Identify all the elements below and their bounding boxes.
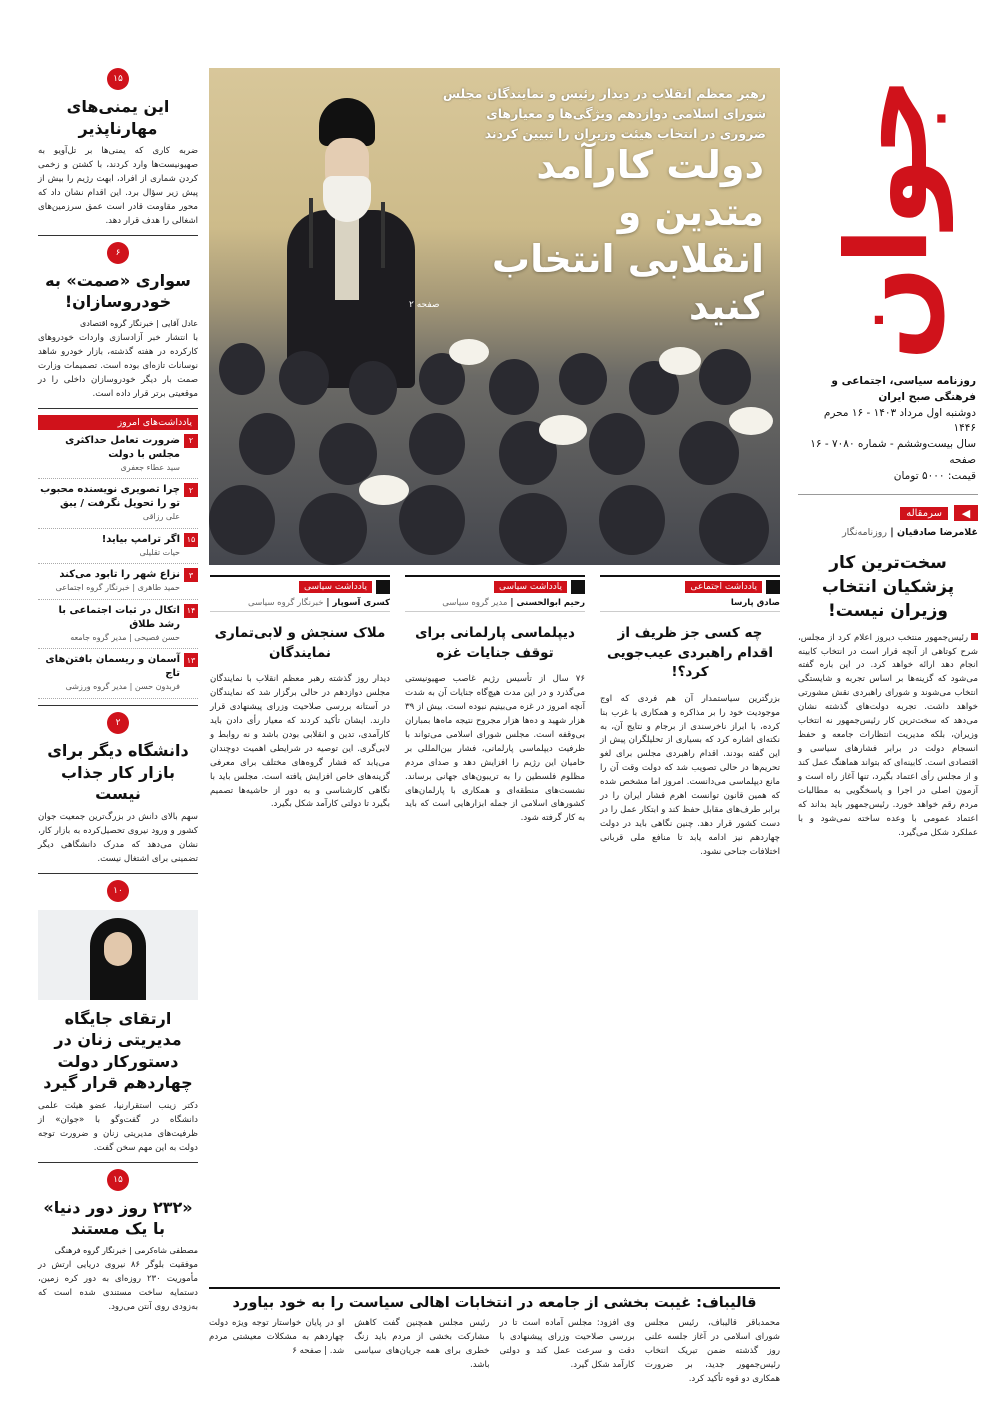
column-byline: رحیم ابوالحسنی | مدیر گروه سیاسی [405,598,585,612]
masthead [798,68,978,840]
notes-list-item[interactable] [38,529,198,565]
note-page-number: ۲ [184,434,198,448]
sidebar-story-title[interactable]: «۲۳۲ روز دور دنیا» با یک مستند [43,1197,193,1239]
column-political-2 [210,575,390,812]
issue-info [798,368,978,495]
note-author: حسن فصیحی | مدیر گروه جامعه [70,632,180,642]
hero-kicker: رهبر معظم انقلاب در دیدار رئیس و نمایندگان مجلس شورای اسلامی دوازدهم ویژگی‌ها و معیارهای ضروری در انتخاب هیئت وزیران را تبیین کردند [442,86,766,141]
sidebar-story-body: موفقیت بلوگر ۸۶ نیروی دریایی ارتش در مأموریت ۲۳۰ روزه‌ای به دور کره زمین، دستمایه ساخت مستندی شده است که به‌زودی روی آنتن می‌رود. [38,1259,198,1312]
page-number-badge[interactable]: ۲ [107,712,129,734]
sidebar-story-title[interactable]: دانشگاه دیگر برای بازار کار جذاب نیست [47,741,189,804]
column-body: بزرگترین سیاستمدار آن هم فردی که اوج موجودیت خود را بر مذاکره و همکاری با غرب بنا کرده، با ابراز ناخرسندی از برجام و نتایج آن، به نکته‌ای اشاره کرد که بسیاری از تحلیلگران پیش از این گفته بودند. اقدام راهبردی مجلس برای لغو تحریم‌ها در حالی تصویب شد که دولت وقت آن را مانع دیپلماسی می‌دانست. امروز اما مشخص شده که همین قانون توانست اهرم فشار ایران را در برابر طرف‌های مقابل حفظ کند و ابتکار عمل را در دست کشور قرار دهد. چنین نگاهی باید در دولت چهاردهم نیز ادامه یابد تا منافع ملی قربانی اختلافات جناحی نشود. [600,693,780,857]
notes-list-item[interactable] [38,430,198,480]
publish-date: دوشنبه اول مرداد ۱۴۰۳ - ۱۶ محرم ۱۴۴۶ [823,406,976,435]
column-social [600,575,780,860]
microphone-icon [381,202,385,268]
paragraph-marker-icon [971,633,978,640]
column-title[interactable]: ملاک سنجش و لابی‌تماری نمایندگان [214,625,386,661]
microphone-icon [309,198,313,268]
note-title: چرا تصویری نویسنده محبوب تو را تحویل نگرفت / یبق [40,484,180,510]
note-title: آسمان و ریسمان بافتن‌های تاج [45,654,180,680]
column-section-tag: یادداشت سیاسی [210,575,390,594]
editorial-section-tag: ◀ سرمقاله [798,505,978,521]
portrait-photo [38,910,198,1000]
note-page-number: ۲ [184,483,198,497]
sidebar-story-body: با انتشار خبر آزادسازی واردات خودروهای کارکرده در هفته گذشته، بازار خودرو شاهد نوسانات تازه‌ای بوده است. تصمیمات وزارت صمت بار دیگر خودروسازان داخلی را در موقعیتی برتر قرار داده است. [38,332,198,399]
sidebar-story-title[interactable]: این یمنی‌های مهارناپذیر [66,97,170,138]
note-page-number: ۳ [184,568,198,582]
page-number-badge[interactable]: ۱۰ [107,880,129,902]
notes-list [38,430,198,700]
bottom-banner [209,1287,780,1387]
note-page-number: ۱۴ [184,604,198,618]
editorial-title[interactable]: سخت‌ترین کار پزشکیان انتخاب وزیران نیست! [821,553,955,621]
column-body: دیدار روز گذشته رهبر معظم انقلاب با نمایندگان مجلس دوازدهم در حالی برگزار شد که نمایندگان در آستانه بررسی صلاحیت وزرای پیشنهادی قرار دارند. ایشان تأکید کردند که معیار رأی دادن باید کارآمدی، تدین و انقلابی بودن باشد و نه روابط و لابی‌گری. این توصیه در شرایطی اهمیت دوچندان می‌یابد که فشار گروه‌های مختلف برای معرفی گزینه‌های خاص افزایش یافته است. مجلس باید با نگاهی کارشناسی و به دور از حاشیه‌ها تصمیم بگیرد تا دولتی کارآمد شکل بگیرد. [210,674,390,810]
banner-title[interactable]: قالیباف: غیبت بخشی از جامعه در انتخابات اهالی سیاست را به خود بیاورد [232,1295,757,1311]
notes-list-item[interactable] [38,479,198,529]
note-title: نزاع شهر را تابود می‌کند [59,569,180,581]
note-page-number: ۱۵ [184,533,198,547]
sidebar-story-body: ضربه کاری که یمنی‌ها بر تل‌آویو به صهیونیست‌ها وارد کردند، با کشتن و زخمی کردن شماری از افراد، ابهت رژیم را بیش از پیش زیر سؤال برد. این اقدام نشان داد که محور مقاومت قادر است عمق سرزمین‌های اشغالی را هدف قرار دهد. [38,146,198,226]
main-headline[interactable]: دولت کارآمد متدین و انقلابی انتخاب کنید [491,143,764,329]
column-byline: کسری آسوپار | خبرنگار گروه سیاسی [210,598,390,612]
note-author: فربدون حسن | مدیر گروه ورزشی [65,682,180,692]
sidebar-story-title[interactable]: ارتقای جایگاه مدیریتی زنان در دستورکار دولت چهاردهم قرار گیرد [43,1008,193,1093]
editorial-body: رئیس‌جمهور منتخب دیروز اعلام کرد از مجلس، شرح کوتاهی از آنچه قرار است در انتخاب کابینه انجام دهد ارائه خواهد کرد. در این باره گفته می‌شود که گزینه‌ها بر اساس تجربه و شایستگی انتخاب می‌شوند و شورای راهبردی نقش مشورتی خواهد داشت. تجربه دولت‌های گذشته نشان می‌دهد که سخت‌ترین کار رئیس‌جمهور نه انتخاب وزیران، بلکه مدیریت انتظارات جامعه و حفظ انسجام دولت در برابر فشارهای سیاسی و اقتصادی است. کابینه‌ای که بتواند هماهنگ عمل کند و از مجلس رأی اعتماد بگیرد، تنها آغاز راه است و آزمون اصلی در اجرا و پاسخگویی به مطالبات مردم رقم خواهد خورد. رئیس‌جمهور باید بداند که اعتماد عمومی با وعده ساخته نمی‌شود و با عملکرد شکل می‌گیرد. [798,632,978,838]
column-title[interactable]: چه کسی جز ظریف از اقدام راهبردی عیب‌جویی کرد؟! [606,625,774,681]
notes-list-item[interactable] [38,564,198,600]
note-title: اگر ترامپ بیاید! [101,533,180,545]
column-section-tag: یادداشت سیاسی [405,575,585,594]
price: قیمت: ۵۰۰۰ تومان [893,469,976,482]
left-sidebar [38,68,198,1314]
notes-list-header: یادداشت‌های امروز [38,415,198,430]
hero-photo[interactable] [209,68,780,565]
column-title[interactable]: دیپلماسی پارلمانی برای توقف جنایات غزه [415,625,575,661]
sidebar-story-byline: عادل آقایی | خبرنگار گروه اقتصادی [79,318,198,328]
note-author: حیات تقلیلی [139,547,180,557]
notes-list-item[interactable] [38,600,198,650]
column-section-tag: یادداشت اجتماعی [600,575,780,594]
newspaper-logo: جوان [823,75,953,361]
column-byline: صادق پارسا [600,598,780,612]
audience-crowd [209,315,780,565]
note-title: اتکال در ثبات اجتماعی با رشد طلاق [58,604,180,630]
sidebar-story-body: سهم بالای دانش در بزرگ‌ترین جمعیت جوان کشور و ورود نیروی تحصیل‌کرده به بازار کار، نشان می‌دهد که مدرک دانشگاهی دیگر تضمینی برای اشتغال نیست. [38,811,198,864]
sidebar-story-body: دکتر زینب استقرار‌نیا، عضو هیئت علمی دانشگاه در گفت‌وگو با «جوان» از ظرفیت‌های مدیریتی زنان و ضرورت توجه دولت به این مهم سخن گفت. [38,1100,198,1153]
section-marker-icon: ◀ [954,505,978,521]
sidebar-story-byline: مصطفی شاه‌کرمی | خبرنگار گروه فرهنگی [54,1245,198,1255]
note-author: حمید طاهری | خبرنگار گروه اجتماعی [55,583,180,593]
page-number-badge[interactable]: ۱۵ [107,1169,129,1191]
note-page-number: ۱۳ [184,653,198,667]
issue-number: سال بیست‌وششم - شماره ۷۰۸۰ - ۱۶ صفحه [810,438,976,466]
note-author: سید عطاء جعفری [120,462,180,472]
note-author: علی رزاقی [142,512,180,522]
column-body: ۷۶ سال از تأسیس رژیم غاصب صهیونیستی می‌گذرد و در این مدت هیچ‌گاه جنایات آن به شدت آنچه امروز در غزه می‌بینیم نبوده است. بیش از ۳۹ هزار شهید و ده‌ها هزار مجروح نتیجه ماه‌ها بمباران بی‌وقفه است. مجلس شورای اسلامی می‌تواند با ظرفیت دیپلماسی پارلمانی، فشار بین‌المللی بر حامیان این رژیم را افزایش دهد و صدای مردم مظلوم فلسطین را به تریبون‌های جهانی برساند. نشست‌های منطقه‌ای و همکاری با پارلمان‌های کشورهای اسلامی از جمله ابزارهایی است که باید به کار گرفته شود. [405,674,585,824]
notes-list-item[interactable] [38,649,198,699]
tagline: روزنامه سیاسی، اجتماعی و فرهنگی صبح ایران [831,375,976,403]
headline-page-ref[interactable]: صفحه ۲ [409,300,440,310]
column-political-1 [405,575,585,826]
note-title: ضرورت تعامل حداکثری مجلس با دولت [65,434,180,460]
page-number-badge[interactable]: ۱۵ [107,68,129,90]
page-number-badge[interactable]: ۶ [107,242,129,264]
sidebar-story-title[interactable]: سواری «صمت» به خودروسازان! [45,270,191,312]
editorial-byline: غلامرضا صادقیان | روزنامه‌نگار [842,527,978,539]
banner-body: محمدباقر قالیباف، رئیس مجلس شورای اسلامی در آغاز جلسه علنی روز گذشته ضمن تبریک انتخاب رئیس‌جمهور جدید، بر ضرورت همکاری دو قوه تأکید کرد. وی افزود: مجلس آماده است تا در بررسی صلاحیت وزرای پیشنهادی با دقت و سرعت عمل کند و دولتی کارآمد شکل گیرد. رئیس مجلس همچنین گفت کاهش مشارکت بخشی از مردم باید زنگ خطری برای همه جریان‌های سیاسی باشد. او در پایان خواستار توجه ویژه دولت چهاردهم به مشکلات معیشتی مردم شد. | صفحه ۶ [209,1318,780,1384]
